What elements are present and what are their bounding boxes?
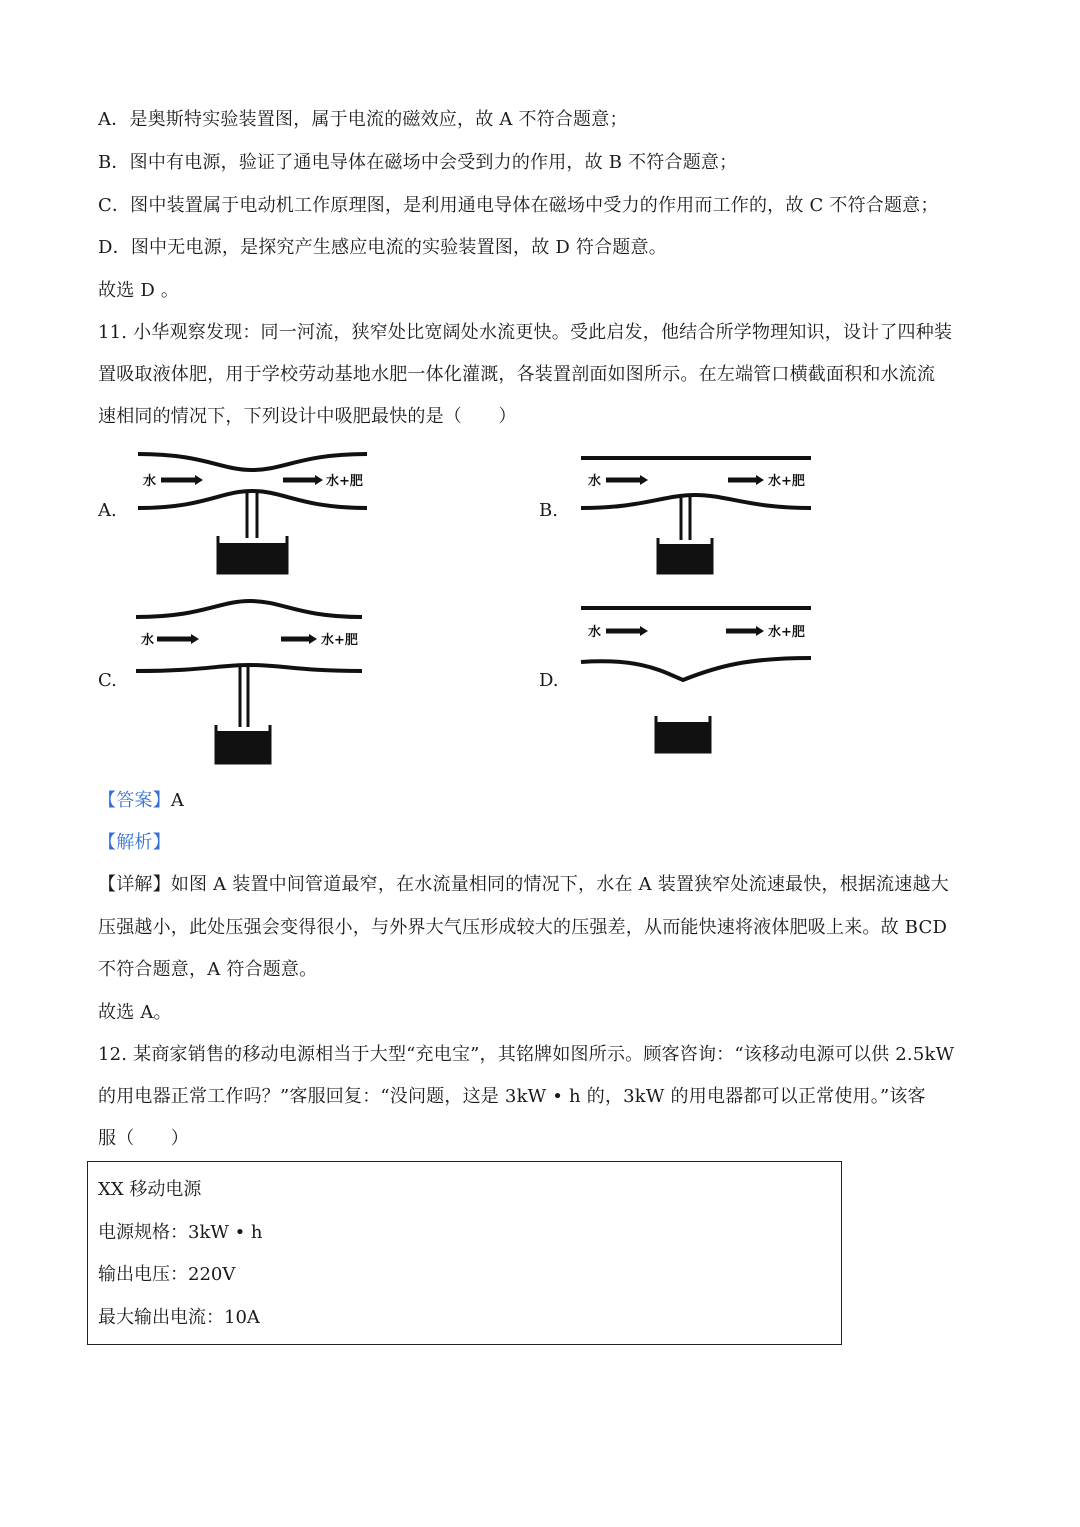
q11-detail-line-3: 不符合题意，A 符合题意。	[98, 959, 318, 980]
solution-line-a: A．是奥斯特实验装置图，属于电流的磁效应，故 A 不符合题意；	[98, 109, 628, 130]
figure-a-mix-label: 水+肥	[326, 474, 363, 489]
nameplate-current: 最大输出电流：10A	[98, 1307, 260, 1328]
option-a-label: A.	[98, 500, 117, 521]
option-b-label: B.	[539, 500, 558, 521]
figure-a-pipe-diagram	[135, 448, 370, 576]
q11-detail-line-2: 压强越小，此处压强会变得很小，与外界大气压形成较大的压强差，从而能快速将液体肥吸上来。故 BCD	[98, 917, 948, 938]
solution-conclusion: 故选 D 。	[98, 280, 180, 301]
nameplate-title: XX 移动电源	[98, 1179, 202, 1200]
figure-b-pipe-diagram	[578, 450, 814, 576]
figure-a-water-label: 水	[143, 474, 157, 489]
q11-stem-line-2: 置吸取液体肥，用于学校劳动基地水肥一体化灌溉，各装置剖面如图所示。在左端管口横截面积和水流流	[98, 364, 936, 385]
figure-c-pipe-diagram	[133, 597, 365, 767]
q12-stem-line-3: 服（ ）	[98, 1128, 189, 1149]
q11-conclusion: 故选 A。	[98, 1002, 172, 1023]
solution-line-d: D．图中无电源，是探究产生感应电流的实验装置图，故 D 符合题意。	[98, 237, 667, 258]
figure-b-mix-label: 水+肥	[768, 474, 805, 489]
q12-stem-line-2: 的用电器正常工作吗？”客服回复：“没问题，这是 3kW • h 的，3kW 的用电器都可以正常使用。”该客	[98, 1086, 926, 1107]
option-c-label: C.	[98, 670, 117, 691]
q11-stem-line-1: 11. 小华观察发现：同一河流，狭窄处比宽阔处水流更快。受此启发，他结合所学物理知识，设计了四种装	[98, 322, 953, 343]
option-d-label: D.	[539, 670, 559, 691]
analysis-tag: 【解析】	[98, 832, 171, 853]
solution-line-c: C．图中装置属于电动机工作原理图，是利用通电导体在磁场中受力的作用而工作的，故 C 不符合题意；	[98, 195, 939, 216]
solution-line-b: B．图中有电源，验证了通电导体在磁场中会受到力的作用，故 B 不符合题意；	[98, 152, 738, 173]
figure-c-water-label: 水	[141, 633, 155, 648]
figure-d-pipe-diagram	[578, 600, 814, 756]
nameplate-voltage: 输出电压：220V	[98, 1264, 236, 1285]
detail-text-1: 如图 A 装置中间管道最窄，在水流量相同的情况下，水在 A 装置狭窄处流速最快，根据流速越大	[170, 874, 949, 895]
nameplate-box	[87, 1161, 842, 1345]
figure-d-mix-label: 水+肥	[768, 625, 805, 640]
figure-c-mix-label: 水+肥	[321, 633, 358, 648]
q11-answer	[98, 789, 184, 813]
q11-stem-line-3: 速相同的情况下，下列设计中吸肥最快的是（ ）	[98, 406, 517, 427]
figure-d-water-label: 水	[588, 625, 602, 640]
answer-tag: 【答案】	[98, 790, 171, 811]
nameplate-capacity: 电源规格：3kW • h	[98, 1222, 263, 1243]
q12-stem-line-1: 12. 某商家销售的移动电源相当于大型“充电宝”，其铭牌如图所示。顾客咨询：“该移动电源可以供 2.5kW	[98, 1044, 955, 1065]
q11-detail-line-1	[98, 873, 949, 897]
detail-tag: 【详解】	[98, 874, 171, 895]
answer-value: A	[170, 790, 185, 811]
figure-b-water-label: 水	[588, 474, 602, 489]
